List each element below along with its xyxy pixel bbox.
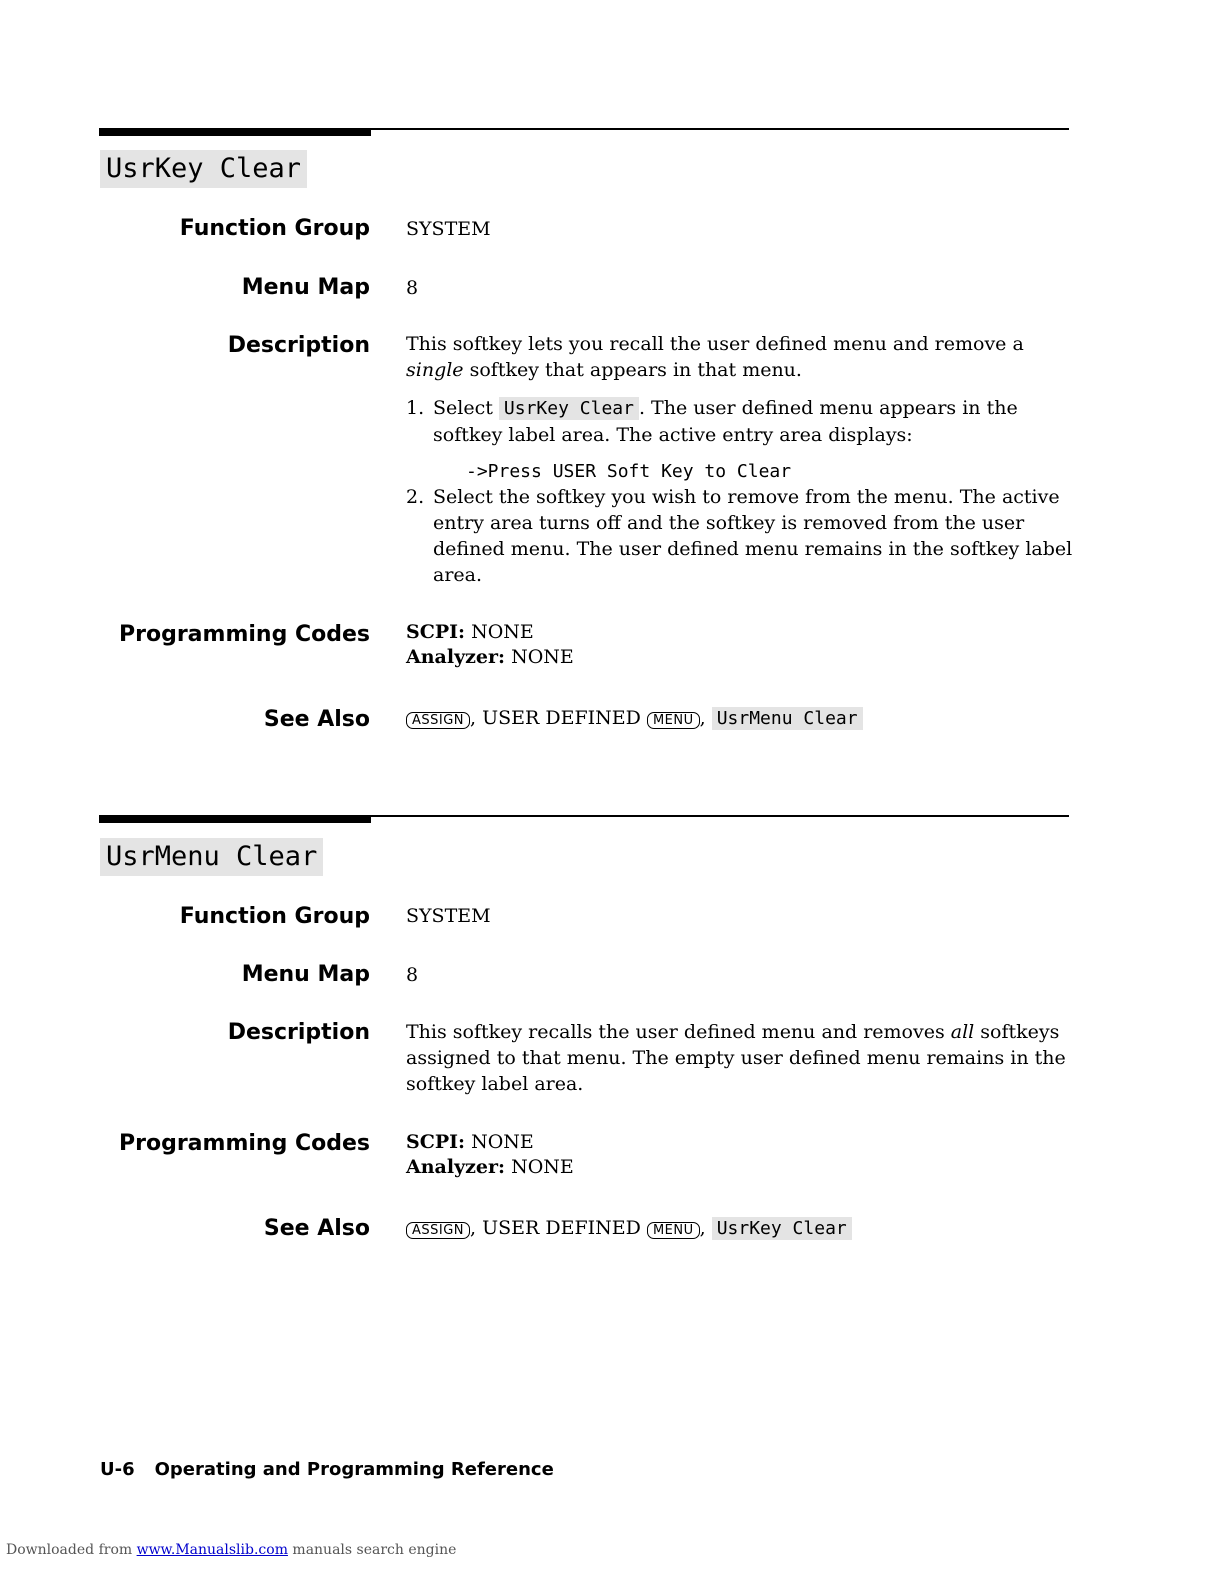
description — [406, 331, 1076, 588]
description-line: This softkey lets you recall the user defined menu and remove a — [406, 333, 1024, 355]
softkey-label: UsrKey Clear — [499, 397, 639, 420]
menu-map-value: 8 — [406, 964, 419, 986]
menu-map-label: Menu Map — [241, 962, 370, 987]
section-rule-thin — [99, 815, 1069, 817]
description-label: Description — [227, 1020, 370, 1045]
assign-hardkey: ASSIGN — [406, 1222, 470, 1239]
entry-title: UsrKey Clear — [100, 150, 307, 188]
download-notice: Downloaded from www.Manualslib.com manuals search engine — [6, 1542, 457, 1558]
display-message: ->Press USER Soft Key to Clear — [466, 461, 792, 482]
softkey-label: UsrKey Clear — [712, 1217, 852, 1240]
section-rule-thin — [99, 128, 1069, 130]
function-group-label: Function Group — [179, 904, 370, 929]
step-item: 2. Select the softkey you wish to remove from the menu. The active entry area turns off and the softkey is removed from the user defined menu. The user defined menu remains in the softkey label area. — [406, 486, 1073, 586]
programming-codes-label: Programming Codes — [118, 622, 370, 647]
emphasis: all — [950, 1021, 975, 1043]
menu-hardkey: MENU — [647, 1222, 700, 1239]
manualslib-link[interactable]: www.Manualslib.com — [136, 1542, 288, 1558]
description — [406, 1019, 1076, 1097]
description-line: assigned to that menu. The empty user defined menu remains in the — [406, 1047, 1066, 1069]
description-line: This softkey recalls the user defined menu and removes all softkeys — [406, 1021, 1060, 1043]
function-group-label: Function Group — [179, 216, 370, 241]
menu-map-label: Menu Map — [241, 275, 370, 300]
softkey-label: UsrMenu Clear — [712, 707, 863, 730]
page-footer — [100, 1459, 554, 1480]
entry-title: UsrMenu Clear — [100, 838, 323, 876]
description-line: single softkey that appears in that menu. — [406, 359, 802, 381]
see-also: ASSIGN , USER DEFINED MENU , UsrMenu Clear — [406, 705, 1076, 734]
step-item: 1. Select UsrKey Clear . The user defined menu appears in the softkey label area. The active entry area displays: ->Press USER Soft Key to Clear — [406, 395, 1076, 484]
description-label: Description — [227, 333, 370, 358]
steps-list — [406, 395, 1076, 588]
assign-hardkey: ASSIGN — [406, 712, 470, 729]
menu-map-value: 8 — [406, 277, 419, 299]
see-also: ASSIGN , USER DEFINED MENU , UsrKey Clear — [406, 1215, 1076, 1244]
footer-title: Operating and Programming Reference — [154, 1459, 554, 1480]
function-group-value: SYSTEM — [406, 218, 491, 240]
programming-codes: SCPI: NONE Analyzer: NONE — [406, 1131, 574, 1178]
function-group-value: SYSTEM — [406, 905, 491, 927]
page-number: U-6 — [100, 1459, 135, 1480]
programming-codes: SCPI: NONE Analyzer: NONE — [406, 621, 574, 668]
description-line: softkey label area. — [406, 1073, 584, 1095]
see-also-label: See Also — [263, 707, 370, 732]
menu-hardkey: MENU — [647, 712, 700, 729]
programming-codes-label: Programming Codes — [118, 1131, 370, 1156]
emphasis: single — [406, 359, 464, 381]
see-also-label: See Also — [263, 1216, 370, 1241]
